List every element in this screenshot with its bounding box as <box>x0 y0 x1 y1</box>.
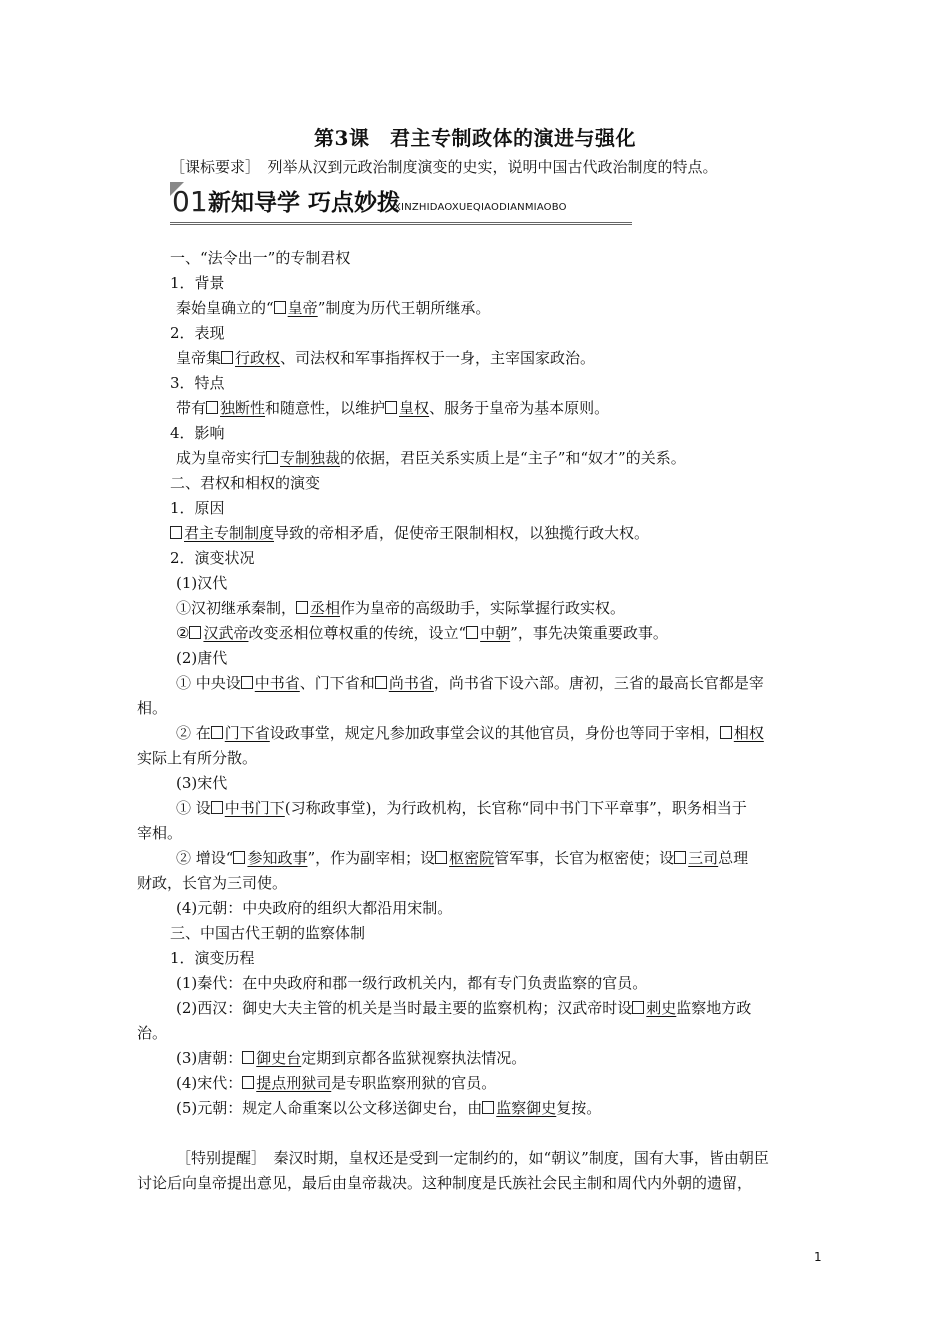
text-line <box>176 973 647 993</box>
checkbox-square-icon <box>674 851 686 864</box>
text-run: 和随意性，以维护 <box>265 399 386 417</box>
text-run: 成为皇帝实行 <box>176 449 267 467</box>
text-line <box>176 898 452 918</box>
text-run: ”，作为副宰相；设 <box>307 849 436 867</box>
text-run: 管军事，长官为枢密使；设 <box>494 849 675 867</box>
answer-blank: 君主专制制度 <box>184 524 275 542</box>
text-line <box>170 423 225 443</box>
text-run: 1．背景 <box>170 274 225 292</box>
text-run: 1．演变历程 <box>170 949 255 967</box>
checkbox-square-icon <box>242 1076 254 1089</box>
text-run: 复按。 <box>556 1099 602 1117</box>
text-line <box>176 998 751 1018</box>
answer-blank: 御史台 <box>256 1049 302 1067</box>
text-run: 监察地方政 <box>676 999 752 1017</box>
answer-blank: 中朝 <box>480 624 511 642</box>
text-line <box>176 298 490 318</box>
answer-blank: 丞相 <box>310 599 341 617</box>
checkbox-square-icon <box>221 351 233 364</box>
checkbox-square-icon <box>435 851 447 864</box>
text-run: (3)宋代 <box>176 774 228 792</box>
text-run: (习称政事堂)，为行政机构，长官称“同中书门下平章事”，职务相当于 <box>284 799 747 817</box>
text-run: (1)秦代：在中央政府和郡一级行政机关内，都有专门负责监察的官员。 <box>176 974 648 992</box>
text-run: 秦始皇确立的“ <box>176 299 274 317</box>
text-line <box>170 248 350 268</box>
answer-blank: 中书门下 <box>224 799 285 817</box>
text-run: (2)西汉：御史大夫主管的机关是当时最主要的监察机构；汉武帝时设 <box>176 999 633 1017</box>
text-run: ② <box>176 624 190 642</box>
banner-number: 01 <box>172 185 208 218</box>
text-run: (3)唐朝： <box>176 1049 243 1067</box>
text-run: 作为皇帝的高级助手，实际掌握行政实权。 <box>340 599 626 617</box>
text-run: (1)汉代 <box>176 574 228 592</box>
answer-blank: 中书省 <box>254 674 300 692</box>
text-run: 、服务于皇帝为基本原则。 <box>429 399 610 417</box>
banner-pinyin: XINZHIDAOXUEQIAODIANMIAOBO <box>394 202 567 213</box>
text-line <box>137 1023 167 1043</box>
banner-heading: 新知导学 巧点妙拨 <box>208 190 401 216</box>
section-banner <box>170 182 632 225</box>
text-run: (4)元朝：中央政府的组织大都沿用宋制。 <box>176 899 453 917</box>
text-run: 讨论后向皇帝提出意见，最后由皇帝裁决。这种制度是氏族社会民主制和周代内外朝的遗留， <box>137 1174 753 1192</box>
text-line <box>176 848 748 868</box>
text-line <box>176 773 227 793</box>
text-line <box>176 573 227 593</box>
answer-blank: 参知政事 <box>247 849 308 867</box>
text-run: 2．演变状况 <box>170 549 255 567</box>
text-run: 3．特点 <box>170 374 225 392</box>
checkbox-square-icon <box>385 401 397 414</box>
text-run: ①汉初继承秦制， <box>176 599 297 617</box>
answer-blank: 相权 <box>733 724 764 742</box>
page-number: 1 <box>814 1250 822 1264</box>
text-line <box>170 498 225 518</box>
text-run: (4)宋代： <box>176 1074 243 1092</box>
text-run: 皇帝集 <box>176 349 222 367</box>
checkbox-square-icon <box>296 601 308 614</box>
checkbox-square-icon <box>206 401 218 414</box>
text-line <box>137 823 182 843</box>
text-run: ”，事先决策重要政事。 <box>510 624 668 642</box>
text-run: 是专职监察刑狱的官员。 <box>331 1074 497 1092</box>
checkbox-square-icon <box>241 676 253 689</box>
text-line <box>176 448 686 468</box>
text-run: 导致的帝相矛盾，促使帝王限制相权，以独揽行政大权。 <box>274 524 650 542</box>
text-line <box>176 723 764 743</box>
text-line <box>176 398 609 418</box>
text-line <box>176 348 595 368</box>
text-run: 改变丞相位尊权重的传统，设立“ <box>248 624 467 642</box>
answer-blank: 三司 <box>688 849 719 867</box>
text-line <box>137 1173 752 1193</box>
text-line <box>176 648 227 668</box>
text-line <box>170 373 225 393</box>
text-run: ［特别提醒］ 秦汉时期，皇权还是受到一定制约的，如“朝议”制度，国有大事，皆由朝臣 <box>176 1149 769 1167</box>
text-run: (5)元朝：规定人命重案以公文移送御史台，由 <box>176 1099 483 1117</box>
answer-blank: 皇帝 <box>287 299 318 317</box>
text-run: ② 增设“ <box>176 849 234 867</box>
checkbox-square-icon <box>242 1051 254 1064</box>
text-run: ，尚书省下设六部。唐初，三省的最高长官都是宰 <box>433 674 764 692</box>
checkbox-square-icon <box>189 626 201 639</box>
text-line <box>170 948 255 968</box>
answer-blank: 皇权 <box>399 399 430 417</box>
checkbox-square-icon <box>233 851 245 864</box>
text-run: 三、中国古代王朝的监察体制 <box>170 924 366 942</box>
checkbox-square-icon <box>466 626 478 639</box>
answer-blank: 行政权 <box>235 349 281 367</box>
answer-blank: 监察御史 <box>496 1099 557 1117</box>
text-run: 2．表现 <box>170 324 225 342</box>
text-line <box>170 548 255 568</box>
curriculum-requirement: ［课标要求］ 列举从汉到元政治制度演变的史实，说明中国古代政治制度的特点。 <box>170 158 718 176</box>
text-line <box>137 698 167 718</box>
lesson-title: 第3课 君主专制政体的演进与强化 <box>314 126 636 150</box>
text-run: 4．影响 <box>170 424 225 442</box>
text-line <box>170 923 365 943</box>
text-run: 定期到京都各监狱视察执法情况。 <box>301 1049 527 1067</box>
text-run: 宰相。 <box>137 824 183 842</box>
answer-blank: 刺史 <box>646 999 677 1017</box>
text-run: 财政，长官为三司使。 <box>137 874 288 892</box>
text-run: 、门下省和 <box>299 674 375 692</box>
checkbox-square-icon <box>211 726 223 739</box>
text-line <box>176 1048 526 1068</box>
text-line <box>176 1098 601 1118</box>
answer-blank: 尚书省 <box>388 674 434 692</box>
text-line <box>176 1148 769 1168</box>
checkbox-square-icon <box>266 451 278 464</box>
text-run: ① 设 <box>176 799 211 817</box>
checkbox-square-icon <box>274 301 286 314</box>
text-line <box>176 623 668 643</box>
checkbox-square-icon <box>482 1101 494 1114</box>
text-run: ② 在 <box>176 724 211 742</box>
checkbox-square-icon <box>170 526 182 539</box>
answer-blank: 独断性 <box>220 399 266 417</box>
text-line <box>176 1073 496 1093</box>
text-run: 的依据，君臣关系实质上是“主子”和“奴才”的关系。 <box>340 449 686 467</box>
checkbox-square-icon <box>632 1001 644 1014</box>
answer-blank: 专制独裁 <box>280 449 341 467</box>
answer-blank: 门下省 <box>224 724 270 742</box>
text-line <box>137 873 287 893</box>
text-run: 带有 <box>176 399 207 417</box>
text-run: 设政事堂，规定凡参加政事堂会议的其他官员，身份也等同于宰相， <box>269 724 720 742</box>
text-run: 、司法权和军事指挥权于一身，主宰国家政治。 <box>280 349 596 367</box>
text-run: 实际上有所分散。 <box>137 749 258 767</box>
text-run: 治。 <box>137 1024 168 1042</box>
checkbox-square-icon <box>211 801 223 814</box>
text-line <box>170 473 320 493</box>
text-line <box>176 673 764 693</box>
text-run: (2)唐代 <box>176 649 228 667</box>
text-run: ① 中央设 <box>176 674 241 692</box>
text-run: ”制度为历代王朝所继承。 <box>317 299 491 317</box>
checkbox-square-icon <box>720 726 732 739</box>
text-line <box>170 273 225 293</box>
answer-blank: 枢密院 <box>449 849 495 867</box>
text-run: 二、君权和相权的演变 <box>170 474 321 492</box>
text-run: 总理 <box>718 849 749 867</box>
text-line <box>176 798 747 818</box>
text-line <box>176 598 625 618</box>
text-line <box>170 523 649 543</box>
text-run: 一、“法令出一”的专制君权 <box>170 249 351 267</box>
text-run: 1．原因 <box>170 499 225 517</box>
checkbox-square-icon <box>375 676 387 689</box>
text-run: 相。 <box>137 699 168 717</box>
answer-blank: 汉武帝 <box>203 624 249 642</box>
answer-blank: 提点刑狱司 <box>256 1074 332 1092</box>
text-line <box>170 323 225 343</box>
text-line <box>137 748 257 768</box>
